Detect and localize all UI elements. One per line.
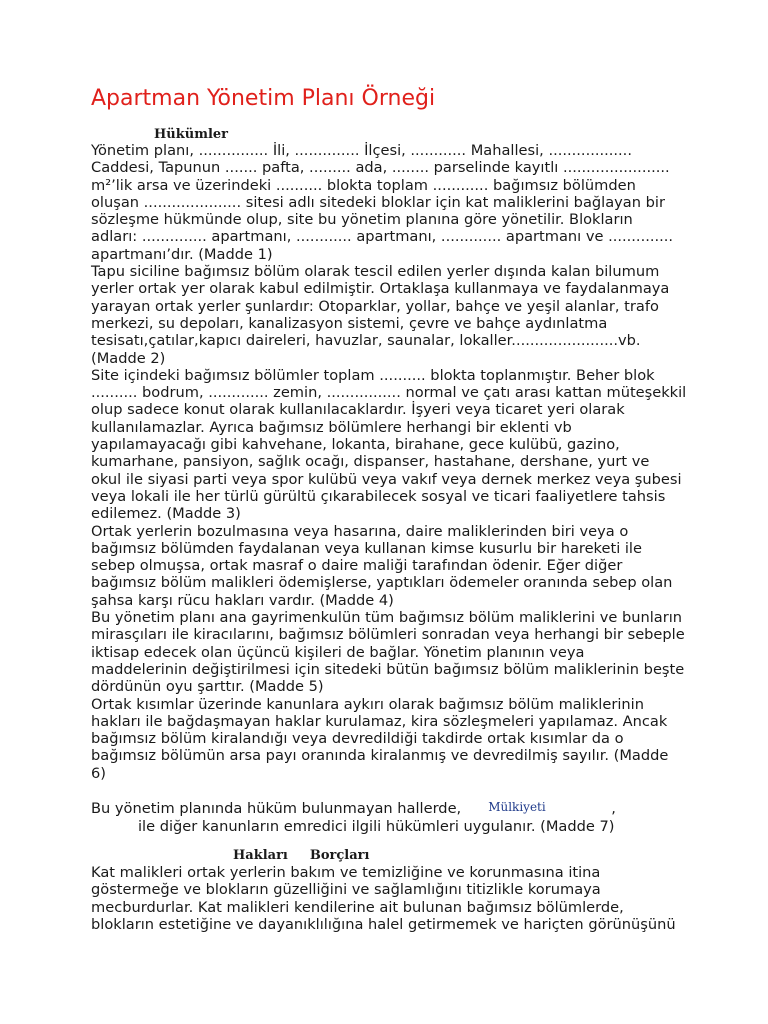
- section-heading: Hükümler: [154, 127, 229, 142]
- rights-heading-left: Hakları: [233, 848, 288, 863]
- text-line: hakları ile bağdaşmayan haklar kurulamaz, kira sözleşmeleri yapılamaz. Ancak: [91, 712, 668, 730]
- text-line: bağımsız bölümden faydalanan veya kullanan kimse kusurlu bir hareketi ile: [91, 539, 642, 557]
- paragraph-5: [91, 609, 683, 695]
- text-line: mecburdurlar. Kat malikleri kendilerine ait bulunan bağımsız bölümlerde,: [91, 898, 624, 916]
- madde7-text-before: Bu yönetim planında hüküm bulunmayan hallerde,: [91, 800, 462, 818]
- text-line: edilemez. (Madde 3): [91, 505, 241, 523]
- text-line: yapılamayacağı gibi kahvehane, lokanta, birahane, gece kulübü, gazino,: [91, 436, 620, 454]
- rights-heading-right: Borçları: [309, 848, 370, 863]
- document-body-continued: [91, 864, 683, 933]
- text-line: yerler ortak yer olarak kabul edilmiştir. Ortaklaşa kullanmaya ve faydalanmaya: [91, 280, 670, 298]
- text-line: oluşan ..................... sitesi adlı sitedeki bloklar için kat maliklerini bağlayan bir: [91, 193, 665, 211]
- document-body: [91, 142, 687, 835]
- text-line: göstermeğe ve blokların güzelliğini ve sağlamlığını titizlikle korumaya: [91, 881, 601, 899]
- text-line: Ortak yerlerin bozulmasına veya hasarına, daire maliklerinden biri veya o: [91, 522, 629, 540]
- text-line: [91, 800, 616, 817]
- text-line: m²’lik arsa ve üzerindeki .......... blokta toplam ............ bağımsız bölümden: [91, 176, 636, 194]
- text-line: kullanılamazlar. Ayrıca bağımsız bölümlere herhangi bir eklenti vb: [91, 418, 572, 436]
- text-line: dördünün oyu şarttır. (Madde 5): [91, 678, 324, 696]
- text-line: bağımsız bölüm malikleri ödemişlerse, yaptıkları ödemeler oranında sebep olan: [91, 574, 673, 592]
- paragraph-4: [91, 523, 683, 609]
- text-line: mirasçıları ile kiracılarını, bağımsız bölümleri sonradan veya herhangi bir sebeple: [91, 626, 685, 644]
- paragraph-6: [91, 696, 683, 782]
- paragraph-7: [91, 799, 683, 835]
- text-line: 6): [91, 764, 106, 782]
- paragraph-3: [91, 366, 687, 523]
- text-line: blokların estetiğine ve dayanıklılığına halel getirmemek ve hariçten görünüşünü: [91, 915, 676, 933]
- text-line: maddelerinin değiştirilmesi için sitedeki bütün bağımsız bölüm maliklerinin beşte: [91, 660, 685, 678]
- text-line: Tapu siciline bağımsız bölüm olarak tescil edilen yerler dışında kalan bilumum: [91, 263, 660, 281]
- text-line: Ortak kısımlar üzerinde kanunlara aykırı olarak bağımsız bölüm maliklerinin: [91, 695, 644, 713]
- text-line: kumarhane, pansiyon, sağlık ocağı, dispanser, hastahane, dershane, yurt ve: [91, 453, 650, 471]
- document-title: Apartman Yönetim Planı Örneği: [91, 86, 436, 111]
- madde7-comma: ,: [611, 800, 616, 818]
- text-line: Yönetim planı, ............... İli, .............. İlçesi, ............ Mahallesi, ..................: [91, 142, 632, 159]
- text-line: veya lokali ile her türlü gürültü çıkarabilecek sosyal ve ticari faaliyetlere tahsis: [91, 487, 666, 505]
- paragraph-8: [91, 864, 683, 933]
- text-line: bağımsız bölümün arsa payı oranında kiralanmış ve devredilmiş sayılır. (Madde: [91, 747, 669, 765]
- text-line: merkezi, su depoları, kanalizasyon sistemi, çevre ve bahçe aydınlatma: [91, 314, 608, 332]
- text-line: okul ile siyasi parti veya spor kulübü veya vakıf veya dernek merkez veya şubesi: [91, 470, 682, 488]
- text-line: bağımsız bölüm kiralandığı veya devredildiği takdirde ortak kısımlar da o: [91, 730, 624, 748]
- paragraph-2: [91, 263, 683, 367]
- mulkiyeti-label: Mülkiyeti: [488, 800, 546, 815]
- paragraph-1: [91, 142, 683, 263]
- text-line: apartmanı’dır. (Madde 1): [91, 245, 273, 263]
- text-line: sebep olmuşsa, ortak masraf o daire maliği tarafından ödenir. Eğer diğer: [91, 557, 623, 575]
- text-line: Kat malikleri ortak yerlerin bakım ve temizliğine ve korunmasına itina: [91, 864, 601, 881]
- text-line: yarayan ortak yerler şunlardır: Otoparklar, yollar, bahçe ve yeşil alanlar, trafo: [91, 297, 659, 315]
- text-line: Site içindeki bağımsız bölümler toplam .......... blokta toplanmıştır. Beher blok: [91, 366, 655, 384]
- text-line: Bu yönetim planı ana gayrimenkulün tüm bağımsız bölüm maliklerini ve bunların: [91, 609, 683, 627]
- text-line: iktisap edecek olan üçüncü kişileri de bağlar. Yönetim planının veya: [91, 643, 585, 661]
- text-line: .......... bodrum, ............. zemin, ................ normal ve çatı arası kattan müteşekkil: [91, 384, 687, 402]
- text-line: sözleşme hükmünde olup, site bu yönetim planına göre yönetilir. Blokların: [91, 211, 633, 229]
- text-line: ile diğer kanunların emredici ilgili hükümleri uygulanır. (Madde 7): [138, 817, 615, 835]
- text-line: olup sadece konut olarak kullanılacaklardır. İşyeri veya ticaret yeri olarak: [91, 401, 625, 419]
- text-line: şahsa karşı rücu hakları vardır. (Madde 4): [91, 591, 394, 609]
- text-line: (Madde 2): [91, 349, 166, 367]
- text-line: tesisatı,çatılar,kapıcı daireleri, havuzlar, saunalar, lokaller.......................vb.: [91, 332, 641, 350]
- text-line: Caddesi, Tapunun ....... pafta, ......... ada, ........ parselinde kayıtlı .......................: [91, 159, 670, 177]
- paragraph-gap: [91, 782, 683, 799]
- text-line: adları: .............. apartmanı, ............ apartmanı, ............. apartmanı ve ..............: [91, 228, 674, 246]
- rights-duties-heading: [233, 847, 369, 864]
